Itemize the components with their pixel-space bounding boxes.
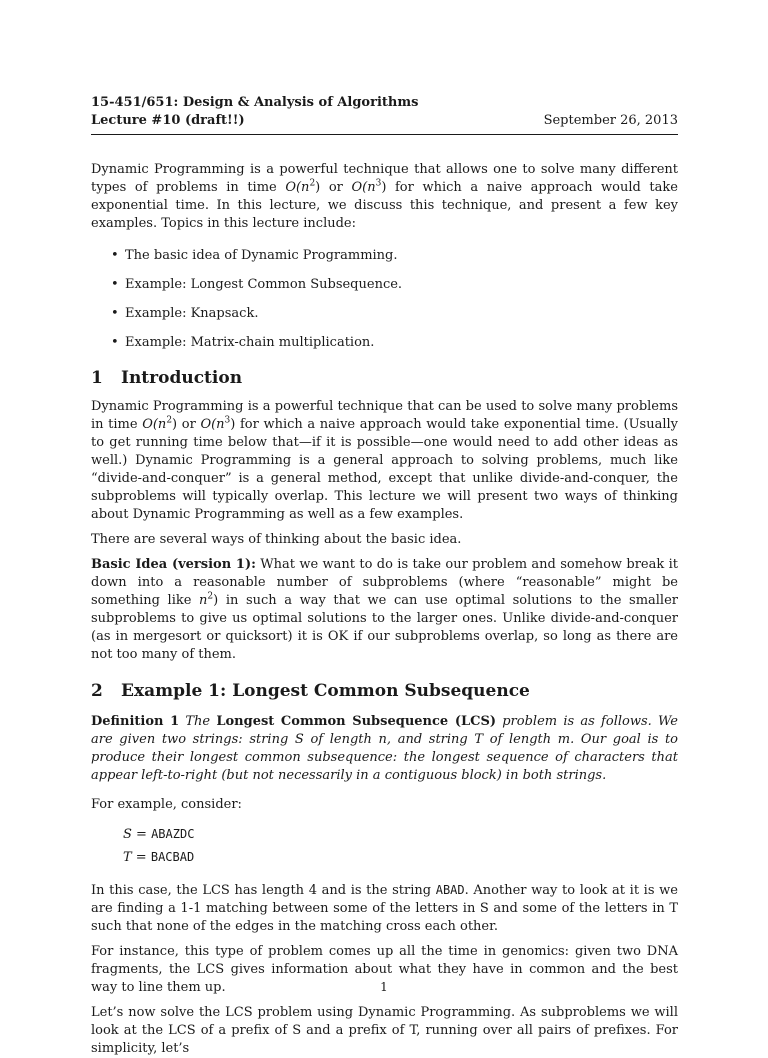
section-1-heading: 1 Introduction xyxy=(91,368,243,388)
course-title: 15-451/651: Design & Analysis of Algorithms xyxy=(91,95,419,110)
document-page xyxy=(91,94,678,1058)
lecture-title: Lecture #10 (draft!!) xyxy=(91,113,245,128)
header-rule xyxy=(91,134,678,135)
topic-item: • Example: Matrix-chain multiplication. xyxy=(111,334,678,352)
basic-idea-paragraph: Basic Idea (version 1): What we want to do is take our problem and somehow break it down into a reasonable number of subproblems (where “reasonable” might be something like $n^2$) in such a way that we can use optimal solutions to the smaller subproblems to give us optimal solutions to the larger ones. Unlike divide-and-conquer (as in mergesort or quicksort) it is OK if our subproblems overlap, so long as there are not too many of them. xyxy=(91,557,678,662)
section-1-paragraph-2: There are several ways of thinking about the basic idea. xyxy=(91,532,462,547)
page-number: 1 xyxy=(380,980,388,994)
intro-paragraph: Dynamic Programming is a powerful technique that allows one to solve many different types of problems in time $O(n^2)$ or $O(n^3)$ for which a naive approach would take exponential time. In this lecture, we discuss this technique, and present a few key examples. Topics in this lecture include: xyxy=(91,162,678,231)
example-strings xyxy=(123,825,678,871)
lcs-explanation-paragraph: In this case, the LCS has length 4 and is the string ABAD. Another way to look at it is we are finding a 1-1 matching between some of the letters in S and some of the letters in T such that none of the edges in the matching cross each other. xyxy=(91,883,678,934)
dp-solution-paragraph: Let’s now solve the LCS problem using Dynamic Programming. As subproblems we will look at the LCS of a prefix of S and a prefix of T, running over all pairs of prefixes. For simplicity, let’s xyxy=(91,1005,678,1056)
example-intro: For example, consider: xyxy=(91,797,242,812)
section-1-paragraph-1: Dynamic Programming is a powerful technique that can be used to solve many problems in time $O(n^2)$ or $O(n^3)$ for which a naive approach would take exponential time. (Usually to get running time below that—if it is possible—one would need to add other ideas as well.) Dynamic Programming is a general approach to solving problems, much like “divide-and-conquer” is a general method, except that unlike divide-and-conquer, the subproblems will typically overlap. This lecture we will present two ways of thinking about Dynamic Programming as well as a few examples. xyxy=(91,399,679,522)
definition-1: Definition 1 The Longest Common Subsequence (LCS) problem is as follows. We are given two strings: string S of length n, and string T of length m. Our goal is to produce their longest common subsequence: the longest sequence of characters that appear left-to-right (but not necessarily in a contiguous block) in both strings. xyxy=(91,714,679,783)
lecture-date: September 26, 2013 xyxy=(543,113,678,128)
basic-idea-label: Basic Idea (version 1): xyxy=(91,557,256,572)
topic-item: • Example: Longest Common Subsequence. xyxy=(111,276,678,294)
string-t-value: BACBAD xyxy=(150,850,195,864)
section-2-heading: 2 Example 1: Longest Common Subsequence xyxy=(91,681,530,701)
string-s-line: S = ABAZDC xyxy=(123,827,195,842)
genomics-paragraph: For instance, this type of problem comes up all the time in genomics: given two DNA fragments, the LCS gives information about what they have in common and the best way to line them up. xyxy=(91,944,678,995)
topics-list xyxy=(91,247,678,352)
definition-term: Longest Common Subsequence (LCS) xyxy=(216,714,496,729)
header-line-1 xyxy=(91,94,678,112)
header-line-2 xyxy=(91,112,678,130)
topic-item: • The basic idea of Dynamic Programming. xyxy=(111,247,678,265)
string-t-line: T = BACBAD xyxy=(123,850,195,865)
definition-label: Definition 1 xyxy=(91,714,180,729)
string-s-value: ABAZDC xyxy=(151,827,195,841)
topic-item: • Example: Knapsack. xyxy=(111,305,678,323)
